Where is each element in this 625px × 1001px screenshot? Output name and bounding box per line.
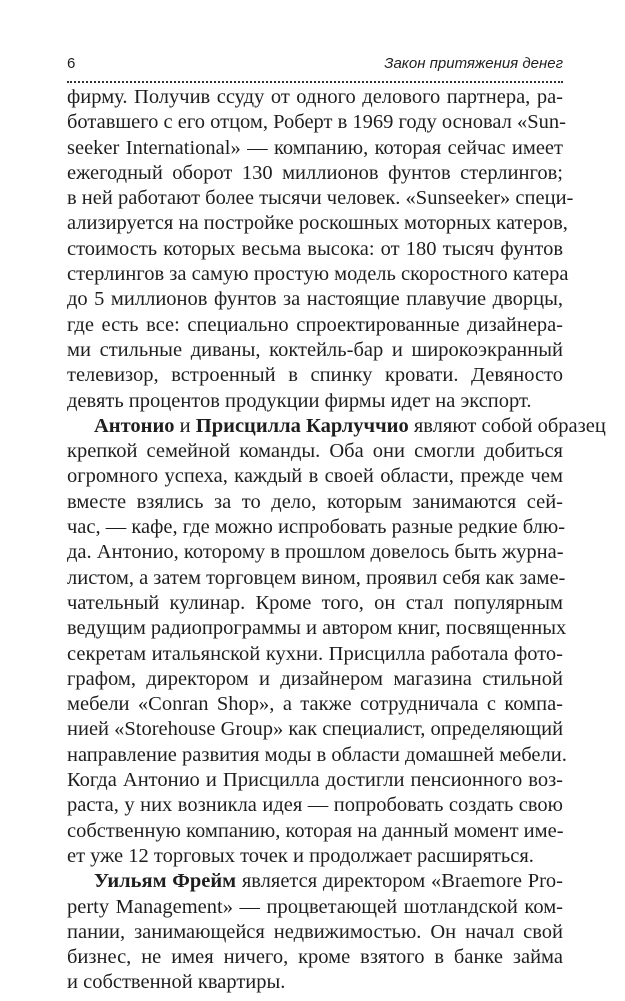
text-segment: да. Антонио, которому в прошлом довелось быть журна- bbox=[67, 541, 564, 564]
text-line bbox=[67, 566, 566, 591]
text-line bbox=[67, 313, 563, 338]
text-line bbox=[67, 945, 563, 970]
text-segment: является директором «Braemore Pro- bbox=[236, 870, 564, 893]
text-line bbox=[67, 287, 563, 312]
text-line bbox=[67, 642, 563, 667]
text-line bbox=[67, 363, 563, 388]
text-line bbox=[67, 110, 566, 135]
text-segment: Когда Антонио и Присцилла достигли пенсионного воз- bbox=[67, 769, 563, 792]
text-line bbox=[67, 262, 569, 287]
text-line bbox=[67, 692, 563, 717]
text-segment: чательный кулинар. Кроме того, он стал популярным bbox=[67, 591, 563, 614]
text-segment: крепкой семейной команды. Оба они смогли добиться bbox=[67, 440, 563, 463]
text-segment: являют собой образец bbox=[408, 414, 606, 437]
text-segment: ботавшего с его отцом, Роберт в 1969 году основал «Sun- bbox=[67, 111, 566, 134]
text-line bbox=[67, 616, 567, 641]
text-line bbox=[67, 85, 563, 110]
bold-name: Уильям Фрейм bbox=[94, 870, 237, 893]
text-line bbox=[67, 869, 563, 894]
text-segment: девять процентов продукции фирмы идет на экспорт. bbox=[67, 389, 532, 412]
text-line bbox=[67, 211, 568, 236]
text-line bbox=[67, 793, 563, 818]
text-segment: телевизор, встроенный в спинку кровати. Девяносто bbox=[67, 364, 563, 387]
text-segment: стоимость которых весьма высока: от 180 тысяч фунтов bbox=[67, 237, 563, 260]
text-segment: ми стильные диваны, коктейль-бар и широкоэкранный bbox=[67, 338, 563, 361]
text-line bbox=[67, 338, 563, 363]
text-line bbox=[67, 667, 563, 692]
text-line bbox=[67, 717, 563, 742]
text-line bbox=[67, 591, 563, 616]
text-segment: стерлингов за самую простую модель скоростного катера bbox=[67, 263, 569, 286]
text-segment: раста, у них возникла идея — попробовать создать свою bbox=[67, 794, 563, 817]
text-segment: до 5 миллионов фунтов за настоящие плавучие дворцы, bbox=[67, 288, 563, 311]
text-segment: пании, занимающейся недвижимостью. Он начал свой bbox=[67, 920, 563, 943]
text-line bbox=[67, 515, 566, 540]
text-segment: вместе взялись за то дело, которым занимаются сей- bbox=[67, 490, 563, 513]
text-segment: в ней работают более тысячи человек. «Sunseeker» специ- bbox=[67, 187, 574, 210]
text-segment: нией «Storehouse Group» как специалист, определяющий bbox=[67, 718, 564, 741]
text-segment: где есть все: специально спроектированные дизайнера- bbox=[67, 313, 563, 336]
text-line bbox=[67, 186, 574, 211]
text-line bbox=[67, 970, 563, 995]
text-segment: seeker International» — компанию, которая сейчас имеет bbox=[67, 136, 563, 159]
text-segment: фирму. Получив ссуду от одного делового партнера, ра- bbox=[67, 86, 563, 108]
text-segment: ализируется на постройке роскошных моторных катеров, bbox=[67, 212, 568, 235]
page-number: 6 bbox=[67, 55, 76, 72]
text-line bbox=[67, 237, 563, 262]
text-segment: секретам итальянской кухни. Присцилла работала фото- bbox=[67, 642, 563, 665]
text-line bbox=[67, 895, 563, 920]
header-divider bbox=[67, 81, 563, 83]
text-line bbox=[67, 136, 563, 161]
bold-name: Антонио bbox=[94, 414, 175, 437]
text-segment: собственную компанию, которая на данный момент име- bbox=[67, 819, 564, 842]
text-segment: час, — кафе, где можно испробовать разные редкие блю- bbox=[67, 516, 566, 539]
text-line bbox=[67, 490, 563, 515]
text-line bbox=[67, 540, 563, 565]
text-segment: ежегодный оборот 130 миллионов фунтов стерлингов; bbox=[67, 161, 563, 184]
text-line bbox=[67, 464, 563, 489]
text-segment: графом, директором и дизайнером магазина стильной bbox=[67, 667, 563, 690]
text-segment: perty Management» — процветающей шотландской ком- bbox=[67, 895, 563, 918]
bold-name: Присцилла Карлуччио bbox=[195, 414, 409, 437]
text-segment: и собственной квартиры. bbox=[67, 971, 286, 994]
text-line bbox=[67, 844, 563, 869]
text-segment: огромного успеха, каждый в своей области, прежде чем bbox=[67, 465, 563, 488]
text-segment: листом, а затем торговцем вином, проявил себя как заме- bbox=[67, 566, 566, 589]
body-text bbox=[67, 85, 606, 996]
text-line bbox=[67, 414, 606, 439]
running-title: Закон притяжения денег bbox=[384, 55, 563, 72]
text-line bbox=[67, 743, 567, 768]
text-line bbox=[67, 161, 563, 186]
text-segment: мебели «Conran Shop», а также сотрудничала с компа- bbox=[67, 693, 563, 716]
text-line bbox=[67, 389, 563, 414]
text-segment: бизнес, не имея ничего, кроме взятого в банке займа bbox=[67, 946, 563, 969]
text-segment: ведущим радиопрограммы и автором книг, посвященных bbox=[67, 617, 567, 640]
text-segment: ет уже 12 торговых точек и продолжает расширяться. bbox=[67, 844, 534, 867]
text-line bbox=[67, 768, 563, 793]
running-header bbox=[67, 55, 563, 75]
text-line bbox=[67, 439, 563, 464]
text-line bbox=[67, 819, 563, 844]
text-segment: направление развития моды в области домашней мебели. bbox=[67, 743, 567, 766]
text-segment: и bbox=[174, 414, 196, 437]
text-line bbox=[67, 920, 563, 945]
